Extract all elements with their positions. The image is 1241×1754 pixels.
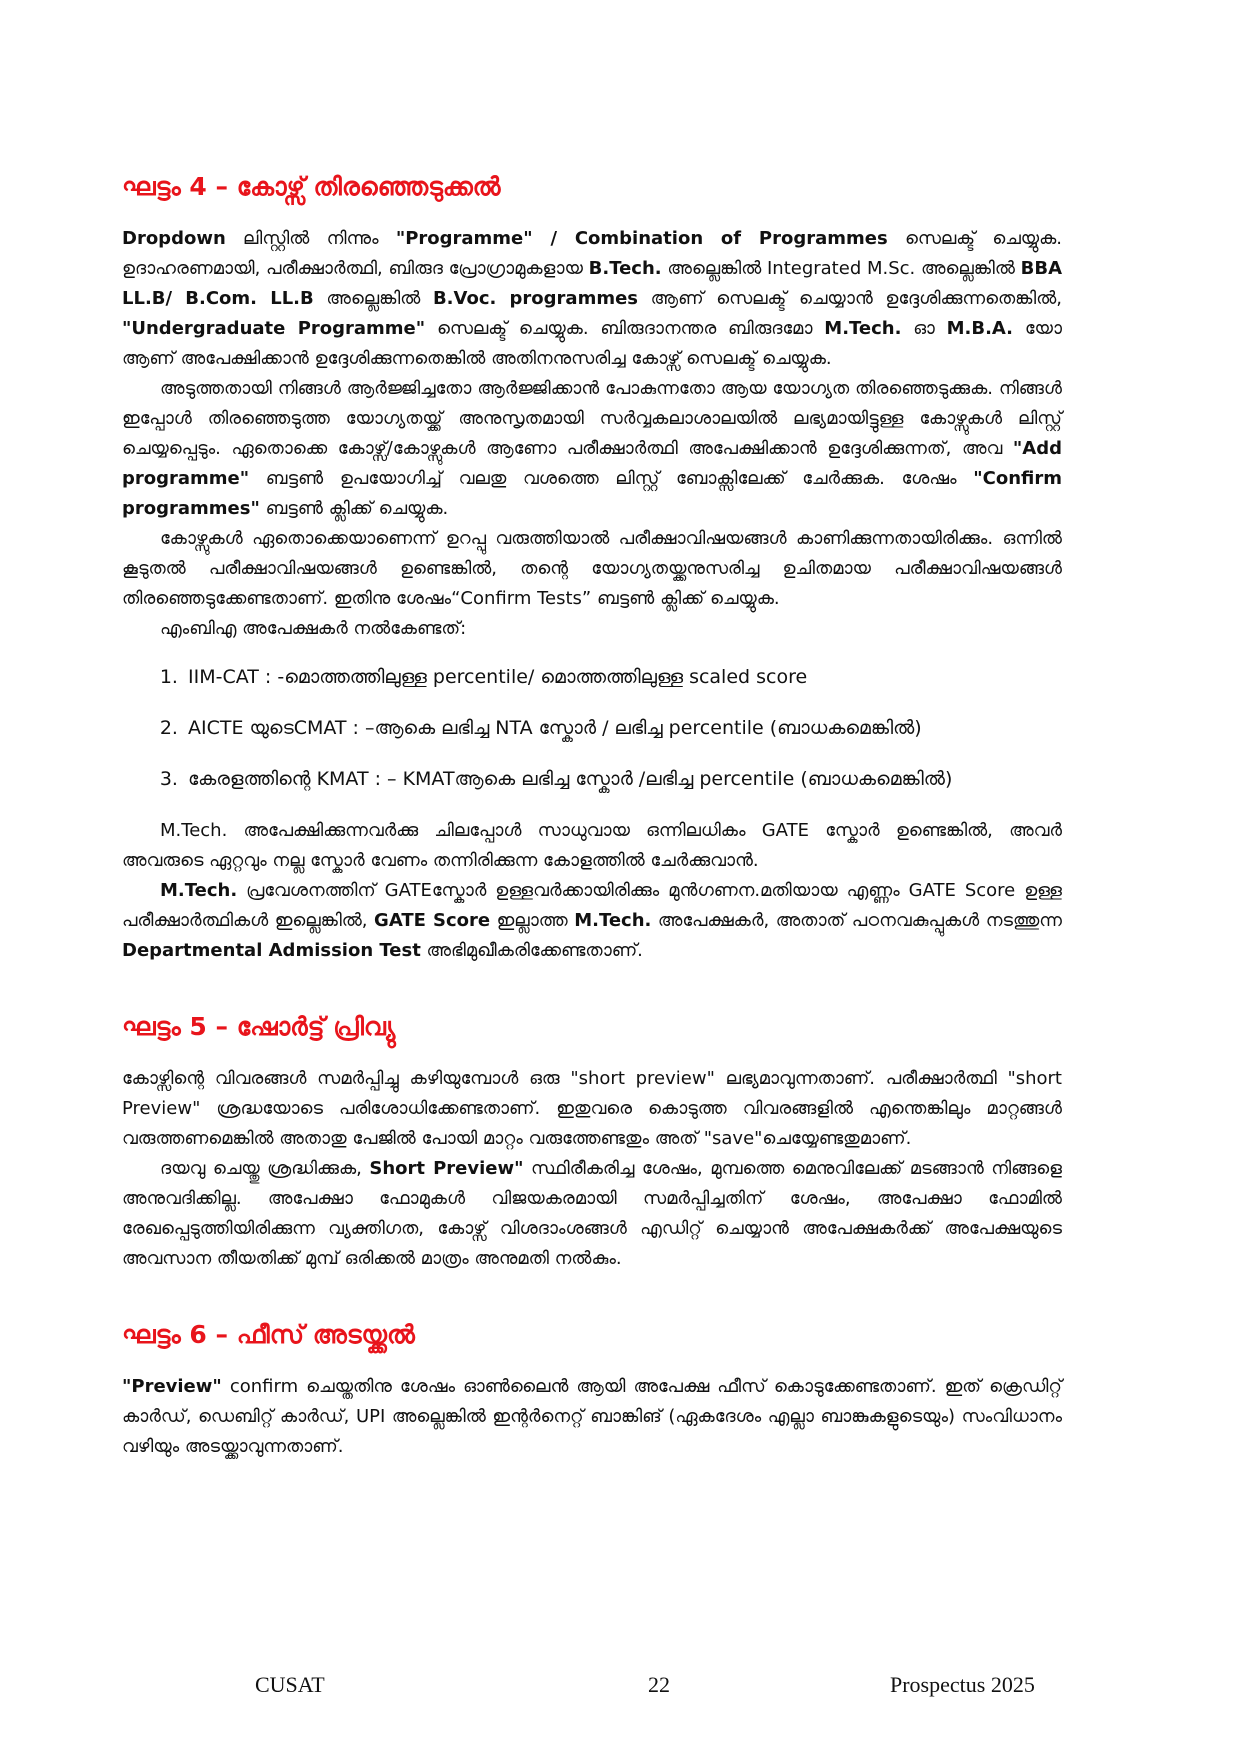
paragraph: ദയവു ചെയ്തു ശ്രദ്ധിക്കുക, Short Preview" സ്ഥിരീകരിച്ച ശേഷം, മുമ്പത്തെ മെനുവിലേക്ക് മടങ്ങാൻ നിങ്ങളെ അനുവദിക്കില്ല. അപേക്ഷാ ഫോമുകൾ വിജയകരമായി സമർപ്പിച്ചതിന് ശേഷം, അപേക്ഷാ ഫോമിൽ രേഖപ്പെടുത്തിയിരിക്കുന്ന വ്യക്തിഗത, കോഴ്സ് വിശദാംശങ്ങൾ എഡിറ്റ് ചെയ്യാൻ അപേക്ഷകർക്ക് അപേക്ഷയുടെ അവസാന തീയതിക്ക് മുമ്പ് ഒരിക്കൽ മാത്രം അനുമതി നൽകും. [122, 1158, 1062, 1269]
section-heading: ഘട്ടം 6 – ഫീസ് അടയ്ക്കൽ [122, 1320, 415, 1349]
section-heading: ഘട്ടം 4 – കോഴ്സ് തിരഞ്ഞെടുക്കൽ [122, 172, 501, 201]
paragraph: കോഴ്സിന്റെ വിവരങ്ങൾ സമർപ്പിച്ചു കഴിയുമ്പോൾ ഒരു "short preview" ലഭ്യമാവുന്നതാണ്. പരീക്ഷാർത്ഥി "short Preview" ശ്രദ്ധയോടെ പരിശോധിക്കേണ്ടതാണ്. ഇതുവരെ കൊടുത്ത വിവരങ്ങളിൽ എന്തെങ്കിലും മാറ്റങ്ങൾ വരുത്തണമെങ്കിൽ അതാതു പേജിൽ പോയി മാറ്റം വരുത്തേണ്ടതും അത് "save"ചെയ്യേണ്ടതുമാണ്. [122, 1068, 1062, 1149]
section-step-5 [122, 1010, 1062, 1274]
section-heading: ഘട്ടം 5 – ഷോർട്ട് പ്രിവ്യു [122, 1012, 396, 1041]
footer-right: Prospectus 2025 [890, 1672, 1035, 1697]
list-item: 2. AICTE യുടെCMAT : –ആകെ ലഭിച്ച NTA സ്കോർ / ലഭിച്ച percentile (ബാധകമെങ്കിൽ) [184, 713, 1062, 743]
paragraph: M.Tech. പ്രവേശനത്തിന് GATEസ്കോർ ഉള്ളവർക്കായിരിക്കും മുൻഗണന.മതിയായ എണ്ണം GATE Score ഉള്ള പരീക്ഷാർത്ഥികൾ ഇല്ലെങ്കിൽ, GATE Score ഇല്ലാത്ത M.Tech. അപേക്ഷകർ, അതാത് പഠനവകുപ്പുകൾ നടത്തുന്ന Departmental Admission Test അഭിമുഖീകരിക്കേണ്ടതാണ്. [122, 880, 1062, 961]
section-step-6 [122, 1318, 1062, 1462]
paragraph: M.Tech. അപേക്ഷിക്കുന്നവർക്കു ചിലപ്പോൾ സാധുവായ ഒന്നിലധികം GATE സ്കോർ ഉണ്ടെങ്കിൽ, അവർ അവരുടെ ഏറ്റവും നല്ല സ്കോർ വേണം തന്നിരിക്കുന്ന കോളത്തിൽ ചേർക്കുവാൻ. [122, 820, 1062, 871]
list-item: 1. IIM-CAT : -മൊത്തത്തിലുള്ള percentile/ മൊത്തത്തിലുള്ള scaled score [184, 662, 1062, 692]
page-number: 22 [648, 1672, 670, 1697]
mba-score-list [122, 662, 1062, 794]
paragraph: അടുത്തതായി നിങ്ങൾ ആർജ്ജിച്ചതോ ആർജ്ജിക്കാൻ പോകുന്നതോ ആയ യോഗ്യത തിരഞ്ഞെടുക്കുക. നിങ്ങൾ ഇപ്പോൾ തിരഞ്ഞെടുത്ത യോഗ്യതയ്ക്ക് അനുസൃതമായി സർവ്വകലാശാലയിൽ ലഭ്യമായിട്ടുള്ള കോഴ്സുകൾ ലിസ്റ്റ് ചെയ്യപ്പെടും. ഏതൊക്കെ കോഴ്സ്/കോഴ്സുകൾ ആണോ പരീക്ഷാർത്ഥി അപേക്ഷിക്കാൻ ഉദ്ദേശിക്കുന്നത്, അവ "Add programme" ബട്ടൺ ഉപയോഗിച്ച് വലതു വശത്തെ ലിസ്റ്റ് ബോക്സിലേക്ക് ചേർക്കുക. ശേഷം "Confirm programmes" ബട്ടൺ ക്ലിക്ക് ചെയ്യുക. [122, 378, 1062, 519]
section-step-4 [122, 170, 1062, 966]
paragraph: "Preview" confirm ചെയ്തതിനു ശേഷം ഓൺലൈൻ ആയി അപേക്ഷ ഫീസ് കൊടുക്കേണ്ടതാണ്. ഇത് ക്രെഡിറ്റ് കാർഡ്, ഡെബിറ്റ് കാർഡ്, UPI അല്ലെങ്കിൽ ഇന്റർനെറ്റ് ബാങ്കിങ് (ഏകദേശം എല്ലാ ബാങ്കുകളുടെയും) സംവിധാനം വഴിയും അടയ്ക്കാവുന്നതാണ്. [122, 1376, 1062, 1457]
page-content [122, 170, 1062, 1462]
paragraph: Dropdown ലിസ്റ്റിൽ നിന്നും "Programme" / Combination of Programmes സെലക്ട് ചെയ്യുക. ഉദാഹരണമായി, പരീക്ഷാർത്ഥി, ബിരുദ പ്രോഗ്രാമുകളായ B.Tech. അല്ലെങ്കിൽ Integrated M.Sc. അല്ലെങ്കിൽ BBA LL.B/ B.Com. LL.B അല്ലെങ്കിൽ B.Voc. programmes ആണ് സെലക്ട് ചെയ്യാൻ ഉദ്ദേശിക്കുന്നതെങ്കിൽ, "Undergraduate Programme" സെലക്ട് ചെയ്യുക. ബിരുദാനന്തര ബിരുദമോ M.Tech. ഓ M.B.A. യോ ആണ് അപേക്ഷിക്കാൻ ഉദ്ദേശിക്കുന്നതെങ്കിൽ അതിനനുസരിച്ച കോഴ്സ് സെലക്ട് ചെയ്യുക. [122, 228, 1062, 369]
footer-left: CUSAT [255, 1672, 325, 1697]
paragraph: കോഴ്സുകൾ ഏതൊക്കെയാണെന്ന് ഉറപ്പു വരുത്തിയാൽ പരീക്ഷാവിഷയങ്ങൾ കാണിക്കുന്നതായിരിക്കും. ഒന്നിൽ കൂടുതൽ പരീക്ഷാവിഷയങ്ങൾ ഉണ്ടെങ്കിൽ, തന്റെ യോഗ്യതയ്ക്കനുസരിച്ച ഉചിതമായ പരീക്ഷാവിഷയങ്ങൾ തിരഞ്ഞെടുക്കേണ്ടതാണ്. ഇതിനു ശേഷം“Confirm Tests” ബട്ടൺ ക്ലിക്ക് ചെയ്യുക. [122, 528, 1062, 609]
list-item: 3. കേരളത്തിന്റെ KMAT : – KMATആകെ ലഭിച്ച സ്കോർ /ലഭിച്ച percentile (ബാധകമെങ്കിൽ) [184, 764, 1062, 794]
paragraph: എംബിഎ അപേക്ഷകർ നൽകേണ്ടത്: [160, 618, 467, 639]
